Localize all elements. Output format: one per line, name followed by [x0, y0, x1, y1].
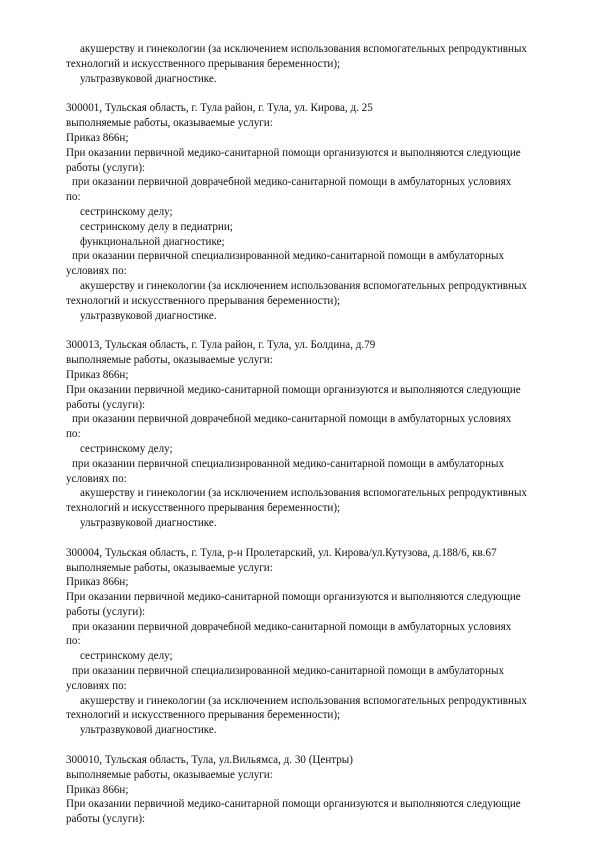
text-line: сестринскому делу;	[80, 650, 173, 663]
text-line: технологий и искусственного прерывания беременности);	[66, 57, 341, 70]
text-block	[66, 338, 596, 530]
text-line: При оказании первичной медико-санитарной помощи организуются и выполняются следующие	[66, 383, 521, 396]
text-line: 300013, Тульская область, г. Тула район, г. Тула, ул. Болдина, д.79	[66, 339, 376, 352]
text-line: условиях по:	[66, 265, 127, 278]
text-line: сестринскому делу;	[80, 442, 173, 455]
text-line: 300004, Тульская область, г. Тула, р-н Пролетарский, ул. Кирова/ул.Кутузова, д.188/6, кв.67	[66, 546, 497, 559]
paragraph-gap	[66, 323, 596, 338]
text-line: акушерству и гинекологии (за исключением использования вспомогательных репродуктивных	[80, 487, 527, 500]
text-line: по:	[66, 191, 81, 204]
text-line: ультразвуковой диагностике.	[80, 724, 217, 737]
text-line: сестринскому делу;	[80, 205, 173, 218]
text-line: технологий и искусственного прерывания беременности);	[66, 502, 341, 515]
text-line: выполняемые работы, оказываемые услуги:	[66, 768, 273, 781]
text-line: ультразвуковой диагностике.	[80, 309, 217, 322]
paragraph-gap	[66, 738, 596, 753]
text-line: При оказании первичной медико-санитарной помощи организуются и выполняются следующие	[66, 146, 521, 159]
paragraph-gap	[66, 86, 596, 101]
text-line: акушерству и гинекологии (за исключением использования вспомогательных репродуктивных	[80, 279, 527, 292]
text-line: работы (услуги):	[66, 161, 146, 174]
text-line: выполняемые работы, оказываемые услуги:	[66, 117, 273, 130]
text-line: при оказании первичной специализированной медико-санитарной помощи в амбулаторных	[72, 665, 505, 678]
text-line: при оказании первичной доврачебной медико-санитарной помощи в амбулаторных условиях	[72, 413, 512, 426]
text-line: технологий и искусственного прерывания беременности);	[66, 294, 341, 307]
text-line: при оказании первичной доврачебной медико-санитарной помощи в амбулаторных условиях	[72, 620, 512, 633]
text-line: 300001, Тульская область, г. Тула район, г. Тула, ул. Кирова, д. 25	[66, 102, 373, 115]
document-page	[66, 42, 596, 827]
text-line: 300010, Тульская область, Тула, ул.Вильямса, д. 30 (Центры)	[66, 754, 353, 767]
text-line: выполняемые работы, оказываемые услуги:	[66, 561, 273, 574]
text-line: При оказании первичной медико-санитарной помощи организуются и выполняются следующие	[66, 591, 521, 604]
text-line: работы (услуги):	[66, 398, 146, 411]
text-line: по:	[66, 635, 81, 648]
text-line: по:	[66, 428, 81, 441]
text-line: Приказ 866н;	[66, 131, 129, 144]
text-line: условиях по:	[66, 472, 127, 485]
text-line: ультразвуковой диагностике.	[80, 72, 217, 85]
text-line: Приказ 866н;	[66, 368, 129, 381]
text-line: Приказ 866н;	[66, 783, 129, 796]
text-block	[66, 101, 596, 323]
text-block	[66, 753, 596, 827]
text-block	[66, 42, 596, 86]
text-line: сестринскому делу в педиатрии;	[80, 220, 233, 233]
text-line: технологий и искусственного прерывания беременности);	[66, 709, 341, 722]
text-line: Приказ 866н;	[66, 576, 129, 589]
text-line: При оказании первичной медико-санитарной помощи организуются и выполняются следующие	[66, 798, 521, 811]
text-line: при оказании первичной доврачебной медико-санитарной помощи в амбулаторных условиях	[72, 176, 512, 189]
text-line: при оказании первичной специализированной медико-санитарной помощи в амбулаторных	[72, 457, 505, 470]
text-line: при оказании первичной специализированной медико-санитарной помощи в амбулаторных	[72, 250, 505, 263]
paragraph-gap	[66, 531, 596, 546]
text-line: работы (услуги):	[66, 605, 146, 618]
text-line: ультразвуковой диагностике.	[80, 516, 217, 529]
text-line: выполняемые работы, оказываемые услуги:	[66, 354, 273, 367]
text-line: функциональной диагностике;	[80, 235, 225, 248]
text-line: акушерству и гинекологии (за исключением использования вспомогательных репродуктивных	[80, 43, 527, 55]
text-line: условиях по:	[66, 679, 127, 692]
text-line: работы (услуги):	[66, 813, 146, 826]
text-line: акушерству и гинекологии (за исключением использования вспомогательных репродуктивных	[80, 694, 527, 707]
text-block	[66, 546, 596, 738]
